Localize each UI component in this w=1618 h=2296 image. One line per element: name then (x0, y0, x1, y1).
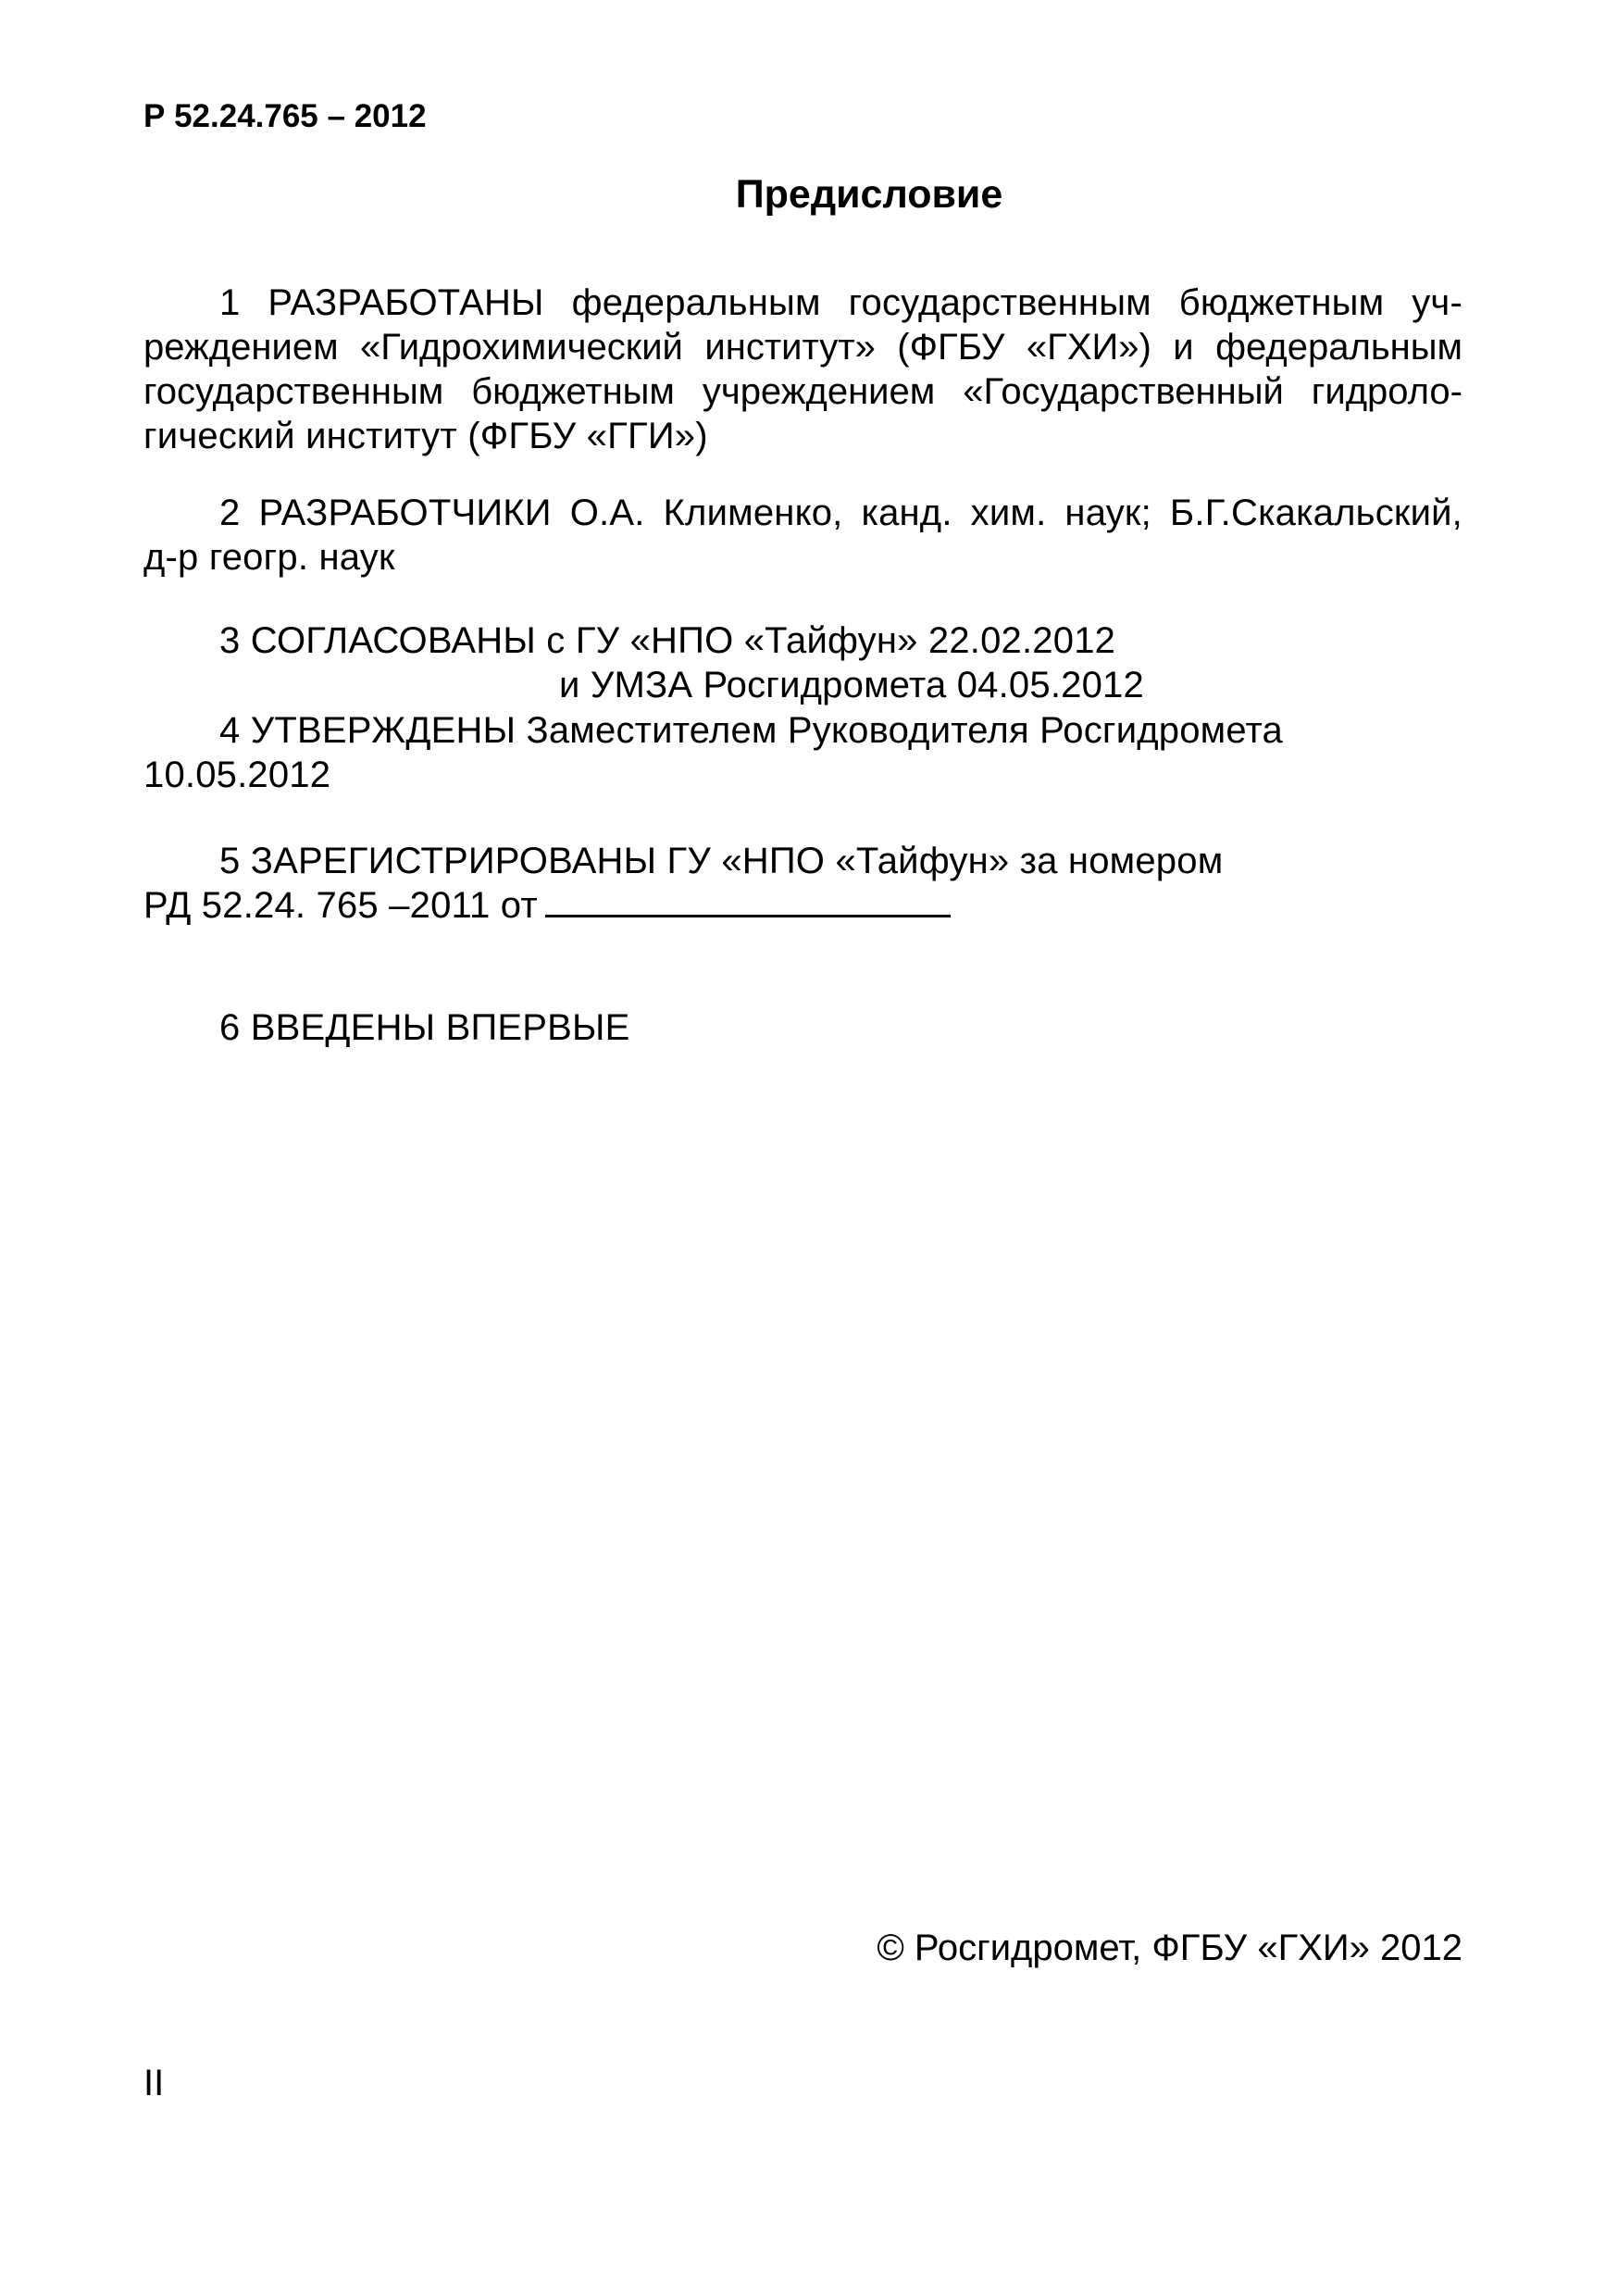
item-4-line-2: 10.05.2012 (143, 755, 331, 795)
item-5-line-1: 5 ЗАРЕГИСТРИРОВАНЫ ГУ «НПО «Тайфун» за номером (219, 841, 1224, 881)
page-title: Предисловие (735, 172, 1003, 217)
item-3-line-1: 3 СОГЛАСОВАНЫ с ГУ «НПО «Тайфун» 22.02.2012 (219, 620, 1116, 661)
copyright-notice: © Росгидромет, ФГБУ «ГХИ» 2012 (877, 1928, 1462, 1968)
item-2-line-1: 2 РАЗРАБОТЧИКИ О.А. Клименко, канд. хим. наук; Б.Г.Скакальский, (219, 493, 1462, 533)
document-code: Р 52.24.765 – 2012 (143, 98, 427, 134)
item-2-line-2: д-р геогр. наук (143, 537, 395, 578)
registration-number: РД 52.24. 765 –2011 от (143, 885, 538, 926)
item-1-line-1: 1 РАЗРАБОТАНЫ федеральным государственным бюджетным уч- (219, 282, 1462, 323)
item-1-line-4: гический институт (ФГБУ «ГГИ») (143, 416, 708, 456)
item-3-line-2: и УМЗА Росгидромета 04.05.2012 (559, 665, 1144, 705)
item-5-line-2 (143, 883, 951, 928)
item-1-line-2: реждением «Гидрохимический институт» (ФГБУ «ГХИ») и федеральным (143, 327, 1462, 368)
page-number: II (143, 2063, 165, 2103)
item-4-line-1: 4 УТВЕРЖДЕНЫ Заместителем Руководителя Росгидромета (219, 710, 1284, 751)
item-1-line-3: государственным бюджетным учреждением «Государственный гидроло- (143, 371, 1462, 412)
date-blank-line (545, 915, 951, 917)
item-6-line-1: 6 ВВЕДЕНЫ ВПЕРВЫЕ (219, 1007, 630, 1048)
